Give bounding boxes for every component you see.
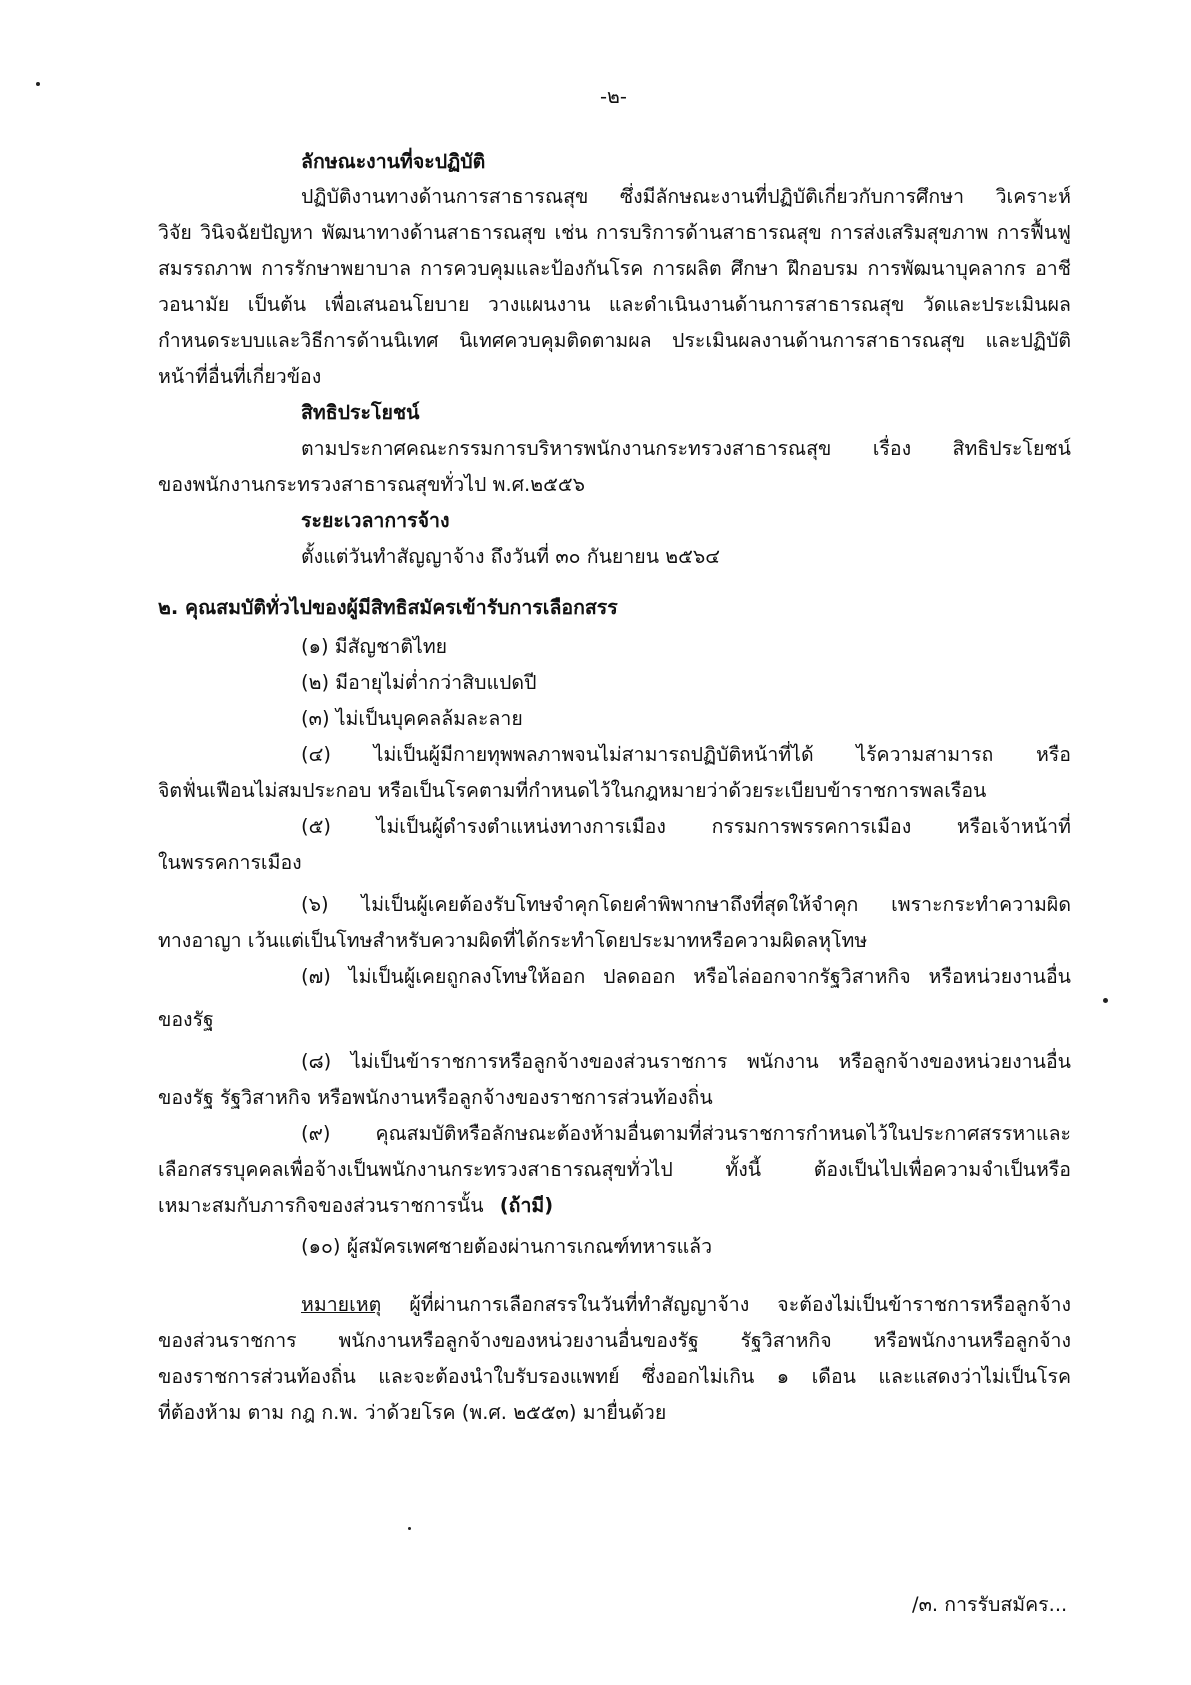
- duty-line: กำหนดระบบและวิธีการด้านนิเทศ นิเทศควบคุมติดตามผล ประเมินผลงานด้านการสาธารณสุข และปฏิบัติ: [158, 329, 1071, 352]
- benefits-heading: สิทธิประโยชน์: [301, 401, 420, 424]
- duty-line: ปฏิบัติงานทางด้านการสาธารณสุข ซึ่งมีลักษณะงานที่ปฏิบัติเกี่ยวกับการศึกษา วิเคราะห์: [301, 185, 1071, 208]
- note-line: ของส่วนราชการ พนักงานหรือลูกจ้างของหน่วยงานอื่นของรัฐ รัฐวิสาหกิจ หรือพนักงานหรือลูกจ้าง: [158, 1329, 1071, 1352]
- scan-speck: [36, 82, 40, 86]
- qualification-item: (๘) ไม่เป็นข้าราชการหรือลูกจ้างของส่วนราชการ พนักงาน หรือลูกจ้างของหน่วยงานอื่น: [301, 1050, 1071, 1073]
- note-line: ผู้ที่ผ่านการเลือกสรรในวันที่ทำสัญญาจ้าง จะต้องไม่เป็นข้าราชการหรือลูกจ้าง: [409, 1293, 1071, 1316]
- note-line: ของราชการส่วนท้องถิ่น และจะต้องนำใบรับรองแพทย์ ซึ่งออกไม่เกิน ๑ เดือน และแสดงว่าไม่เป็นโรค: [158, 1365, 1071, 1388]
- duty-line: วิจัย วินิจฉัยปัญหา พัฒนาทางด้านสาธารณสุข เช่น การบริการด้านสาธารณสุข การส่งเสริมสุขภาพ การฟื้นฟู: [158, 221, 1071, 244]
- qualification-item-9-end: [158, 1191, 553, 1221]
- qualification-item: (๖) ไม่เป็นผู้เคยต้องรับโทษจำคุกโดยคำพิพากษาถึงที่สุดให้จำคุก เพราะกระทำความผิด: [301, 893, 1071, 916]
- qualification-item: (๑๐) ผู้สมัครเพศชายต้องผ่านการเกณฑ์ทหารแล้ว: [301, 1235, 713, 1258]
- qualification-item: (๕) ไม่เป็นผู้ดำรงตำแหน่งทางการเมือง กรรมการพรรคการเมือง หรือเจ้าหน้าที่: [301, 815, 1071, 838]
- qualification-item: ของรัฐ: [158, 1008, 214, 1031]
- period-heading: ระยะเวลาการจ้าง: [301, 509, 450, 532]
- note-line: ที่ต้องห้าม ตาม กฎ ก.พ. ว่าด้วยโรค (พ.ศ. ๒๕๕๓) มายื่นด้วย: [158, 1401, 667, 1424]
- qualification-item-suffix: (ถ้ามี): [499, 1194, 554, 1217]
- qualification-item: เลือกสรรบุคคลเพื่อจ้างเป็นพนักงานกระทรวงสาธารณสุขทั่วไป ทั้งนี้ ต้องเป็นไปเพื่อความจำเป็นหรือ: [158, 1158, 1071, 1181]
- continuation-marker: /๓. การรับสมัคร...: [912, 1593, 1068, 1616]
- qualification-item: (๒) มีอายุไม่ต่ำกว่าสิบแปดปี: [301, 671, 537, 694]
- qualification-item: ในพรรคการเมือง: [158, 851, 302, 874]
- qualification-item: (๑) มีสัญชาติไทย: [301, 635, 448, 658]
- period-line: ตั้งแต่วันทำสัญญาจ้าง ถึงวันที่ ๓๐ กันยายน ๒๕๖๔: [301, 545, 720, 568]
- qualification-item: ของรัฐ รัฐวิสาหกิจ หรือพนักงานหรือลูกจ้างของราชการส่วนท้องถิ่น: [158, 1086, 713, 1109]
- qualifications-heading: ๒. คุณสมบัติทั่วไปของผู้มีสิทธิสมัครเข้ารับการเลือกสรร: [158, 596, 618, 619]
- qualification-item: (๗) ไม่เป็นผู้เคยถูกลงโทษให้ออก ปลดออก หรือไล่ออกจากรัฐวิสาหกิจ หรือหน่วยงานอื่น: [301, 965, 1071, 988]
- qualification-item: จิตฟั่นเฟือนไม่สมประกอบ หรือเป็นโรคตามที่กำหนดไว้ในกฎหมายว่าด้วยระเบียบข้าราชการพลเรือน: [158, 779, 987, 802]
- benefits-line: ตามประกาศคณะกรรมการบริหารพนักงานกระทรวงสาธารณสุข เรื่อง สิทธิประโยชน์: [301, 437, 1071, 460]
- note-label: หมายเหตุ: [301, 1293, 382, 1316]
- page-number: -๒-: [600, 85, 627, 108]
- duty-line: หน้าที่อื่นที่เกี่ยวข้อง: [158, 365, 322, 388]
- scan-speck: [1103, 998, 1108, 1003]
- qualification-item: (๙) คุณสมบัติหรือลักษณะต้องห้ามอื่นตามที่ส่วนราชการกำหนดไว้ในประกาศสรรหาและ: [301, 1122, 1071, 1145]
- scan-speck: [408, 1527, 411, 1530]
- duty-heading: ลักษณะงานที่จะปฏิบัติ: [301, 150, 486, 173]
- qualification-item: ทางอาญา เว้นแต่เป็นโทษสำหรับความผิดที่ได้กระทำโดยประมาทหรือความผิดลหุโทษ: [158, 929, 868, 952]
- duty-line: สมรรถภาพ การรักษาพยาบาล การควบคุมและป้องกันโรค การผลิต ศึกษา ฝึกอบรม การพัฒนาบุคลากร อาชี: [158, 257, 1071, 280]
- qualification-item: (๓) ไม่เป็นบุคคลล้มละลาย: [301, 707, 523, 730]
- qualification-item: เหมาะสมกับภารกิจของส่วนราชการนั้น: [158, 1194, 484, 1217]
- duty-line: วอนามัย เป็นต้น เพื่อเสนอนโยบาย วางแผนงาน และดำเนินงานด้านการสาธารณสุข วัดและประเมินผล: [158, 293, 1071, 316]
- note-first-line: [301, 1290, 1071, 1320]
- benefits-line: ของพนักงานกระทรวงสาธารณสุขทั่วไป พ.ศ.๒๕๕๖: [158, 473, 585, 496]
- qualification-item: (๔) ไม่เป็นผู้มีกายทุพพลภาพจนไม่สามารถปฏิบัติหน้าที่ได้ ไร้ความสามารถ หรือ: [301, 743, 1071, 766]
